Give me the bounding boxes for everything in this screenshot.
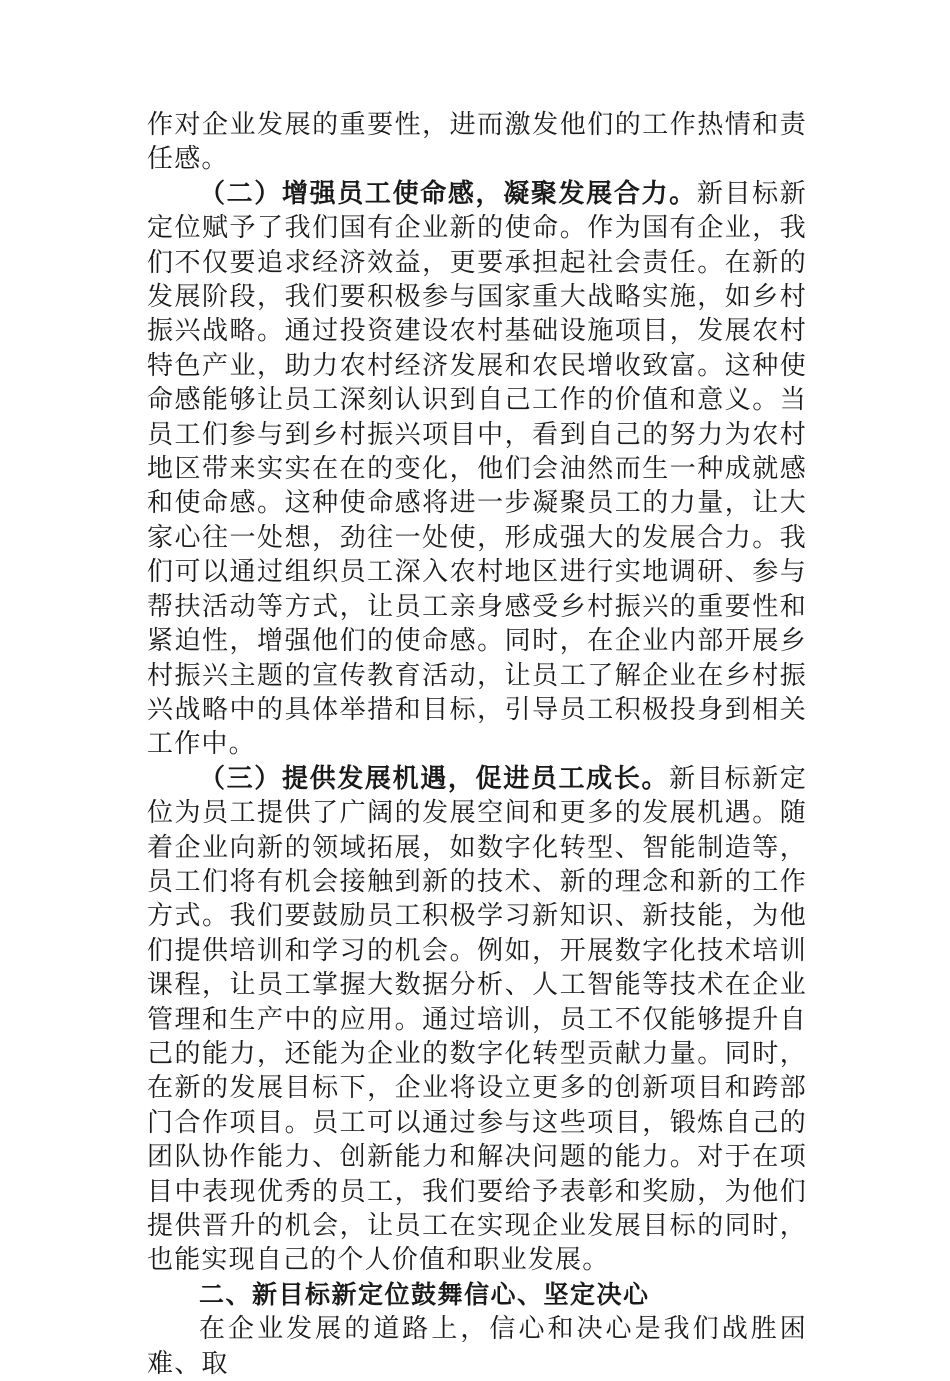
paragraph-body: 在企业发展的道路上，信心和决心是我们战胜困难、取	[147, 1314, 807, 1379]
paragraph-lead-heading: （三）提供发展机遇，促进员工成长。	[199, 763, 670, 794]
body-text	[147, 108, 807, 1381]
section-heading: 二、新目标新定位鼓舞信心、坚定决心	[199, 1279, 650, 1309]
paragraph-body: 新目标新定位赋予了我们国有企业新的使命。作为国有企业，我们不仅要追求经济效益，更要承担起社会责任。在新的发展阶段，我们要积极参与国家重大战略实施，如乡村振兴战略。通过投资建设农村基础设施项目，发展农村特色产业，助力农村经济发展和农民增收致富。这种使命感能够让员工深刻认识到自己工作的价值和意义。当员工们参与到乡村振兴项目中，看到自己的努力为农村地区带来实实在在的变化，他们会油然而生一种成就感和使命感。这种使命感将进一步凝聚员工的力量，让大家心往一处想，劲往一处使，形成强大的发展合力。我们可以通过组织员工深入农村地区进行实地调研、参与帮扶活动等方式，让员工亲身感受乡村振兴的重要性和紧迫性，增强他们的使命感。同时，在企业内部开展乡村振兴主题的宣传教育活动，让员工了解企业在乡村振兴战略中的具体举措和目标，引导员工积极投身到相关工作中。	[147, 178, 807, 760]
paragraph-growth	[147, 762, 807, 1278]
paragraph-continuation	[147, 108, 807, 177]
paragraph-closing	[147, 1312, 807, 1381]
paragraph-lead-heading: （二）增强员工使命感，凝聚发展合力。	[199, 178, 697, 209]
paragraph-mission	[147, 177, 807, 762]
paragraph-body: 作对企业发展的重要性，进而激发他们的工作热情和责任感。	[147, 110, 807, 175]
paragraph-body: 新目标新定位为员工提供了广阔的发展空间和更多的发展机遇。随着企业向新的领域拓展，如数字化转型、智能制造等，员工们将有机会接触到新的技术、新的理念和新的工作方式。我们要鼓励员工积极学习新知识、新技能，为他们提供培训和学习的机会。例如，开展数字化技术培训课程，让员工掌握大数据分析、人工智能等技术在企业管理和生产中的应用。通过培训，员工不仅能够提升自己的能力，还能为企业的数字化转型贡献力量。同时，在新的发展目标下，企业将设立更多的创新项目和跨部门合作项目。员工可以通过参与这些项目，锻炼自己的团队协作能力、创新能力和解决问题的能力。对于在项目中表现优秀的员工，我们要给予表彰和奖励，为他们提供晋升的机会，让员工在实现企业发展目标的同时，也能实现自己的个人价值和职业发展。	[147, 763, 807, 1276]
